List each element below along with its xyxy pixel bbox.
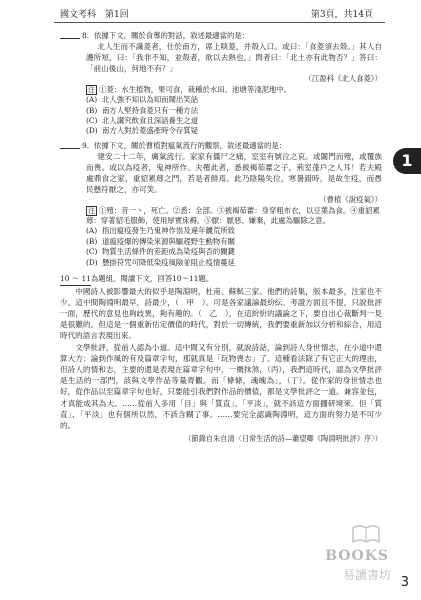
option[interactable] xyxy=(60,95,382,105)
question-number: 8. xyxy=(82,31,90,40)
essay-paragraph: 中國詩人被影響最大的似乎是陶淵明，杜甫、蘇軾三家。他們的詩集，版本最多，注家也不少。這中間陶淵明最早，詩最少，（ 甲 ）。可是各家議論最紛紜。考證方面且不提，只說批評一面，歷代的意見也夠歧異，夠有趣的。（ 乙 ），在這紛紛的議論之下，要自出心裁斷判一見是很難的。但這是一個重新估定價值的時代，對於一切傳統，我們要重新加以分析和綜合，用這時代的語言表現出來。 xyxy=(60,286,382,341)
option-text: 懸掛符咒可降低染疫風險並阻止疫情蔓延 xyxy=(102,257,236,267)
page-content xyxy=(60,31,382,445)
note-text: ①殪：音一丶，死亡。②悉：全部。③被褐茹藿：身穿粗布衣，以豆葉為食。④重貂累蓐：穿著貂毛服飾，使用厚實床褥。⑤厭：厭惡、嫌棄，此處為驅除之意。 xyxy=(86,205,380,226)
passage-source: （江盈科《北人食菱》） xyxy=(304,74,382,84)
option-text: 物質生活條件的差距成為染疫與否的關鍵 xyxy=(102,247,236,257)
option-label: (B) xyxy=(86,105,98,115)
option-text: 道瘟疫爆的傳染來源與驅趕野生動物有關 xyxy=(102,236,236,246)
question-9 xyxy=(60,141,382,268)
question-8 xyxy=(60,31,382,137)
option-label: (C) xyxy=(86,116,98,126)
option[interactable] xyxy=(60,258,382,268)
passage-source: （曹植《說疫氣》） xyxy=(319,195,382,205)
group-range: 10 ～ 11 xyxy=(60,274,91,285)
exam-title: 國文考科 第1回 xyxy=(60,10,129,20)
essay-paragraph: 文學批評，從前人認為小道。這中間又有分別，就說詩話，論到詩人身世情志，在小道中還算大方；論到作風的有及篇章字句，那就真是「玩物喪志」了。這種看法除了有它正大的理由，但詩人的情和志，主要的還是表現在篇章字句中，一概抹煞，（丙），我們這時代，認為文學批評是生活的一部門，該與文學作品等量齊觀。而「條條，魂魄為」，（丁）。從作家的身世情志也好，從作品以至篇章字句也好，只要能引我們對作品的價值，都是文學批評之一道。兼容並包，才真能成其為大。……從前人多用「目」與「質直」、「平淡」，就不該這方面擱研境來。但「質直」、「平淡」也有個所以然，不該含糊了事。……要完全認識陶淵明，這方面的努力是不可少的。 xyxy=(60,342,382,430)
option[interactable] xyxy=(60,247,382,257)
book-logo-icon xyxy=(351,522,381,546)
essay-source: （節錄自朱自清〈日常生活的詩—蕭望卿《陶淵明批評》序〉） xyxy=(184,434,382,444)
note-label: 注 xyxy=(88,85,95,94)
question-group-10-11 xyxy=(60,274,382,444)
question-stem: 依據下文，關於食蓴的對話，敘述最適當的是： xyxy=(94,31,250,40)
option-label: (B) xyxy=(86,236,98,246)
option-label: (A) xyxy=(86,226,98,236)
page-indicator: 第3頁，共14頁 xyxy=(310,10,373,20)
option[interactable] xyxy=(60,116,382,126)
option-text: 北人講究飲食且深諳養生之道 xyxy=(102,116,199,126)
option-text: 北人強不知以為知而鬧出笑話 xyxy=(102,95,199,105)
question-passage: 北人生而不識菱者，仕於南方，席上啖菱，并殼入口。或曰：「食菱須去殼。」其人自護所短，曰：「我非不知，並殼者，欲以去熱也。」問者曰：「北土亦有此物否？」答曰：「前山後山，何地不有？」 xyxy=(86,42,382,74)
option[interactable] xyxy=(60,237,382,247)
option-text: 指出瘟疫發生乃鬼神作祟及違年饑荒所致 xyxy=(102,226,236,236)
answer-blank[interactable] xyxy=(60,148,80,149)
option[interactable] xyxy=(60,126,382,136)
watermark-zh: 易讀書坊 xyxy=(342,568,391,582)
option-text: 南方人對於菱盛產時令存質疑 xyxy=(102,126,199,136)
note-text: ①菱：水生植物，果可食，栽種於水田、池塘等淺泥地中。 xyxy=(99,84,292,94)
option-label: (D) xyxy=(86,126,98,136)
question-number: 9. xyxy=(82,140,90,150)
group-title: 為題組。閱讀下文，回答10～11題。 xyxy=(90,274,214,284)
question-passage: 建安二十二年，癘氣流行。家家有僵尸之痛，室室有號泣之哀。或闔門而殪，或覆族而喪。或以為疫者，鬼神所作。夫罹此者，悉被褐茹藿之子，荊室蓬戶之人耳！若夫殿處鼎食之家，重貂累蓐之門，若是者鮮焉。此乃陰陽失位，寒暑錯時，是故生疫，而愚民懸符厭之，亦可笑。 xyxy=(86,152,382,195)
question-stem: 依據下文，關於曹植對瘟氣流行的觀察，敘述最適當的是： xyxy=(94,140,287,150)
section-tab: 1 xyxy=(393,148,421,174)
annotation xyxy=(60,206,382,227)
page-number: 3 xyxy=(400,575,409,590)
header-rule xyxy=(54,22,385,23)
answer-blank[interactable] xyxy=(60,38,80,39)
option-label: (A) xyxy=(86,95,98,105)
note-label: 注 xyxy=(88,206,95,215)
option-text: 南方人堅持食菱只有一種方法 xyxy=(102,105,199,115)
option[interactable] xyxy=(60,106,382,116)
publisher-watermark xyxy=(325,522,401,590)
watermark-en: BOOKS xyxy=(325,548,389,564)
option-label: (D) xyxy=(86,257,98,267)
option-label: (C) xyxy=(86,247,98,257)
annotation xyxy=(60,85,382,95)
option[interactable] xyxy=(60,226,382,236)
page-header xyxy=(0,0,421,24)
